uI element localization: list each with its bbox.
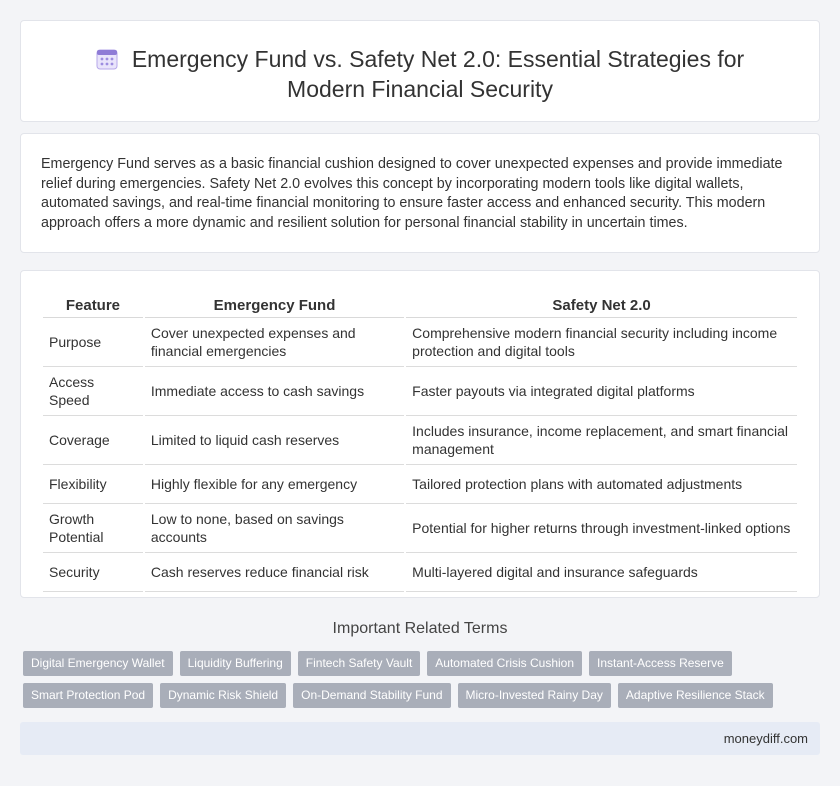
related-terms-title: Important Related Terms	[332, 620, 508, 637]
footer	[20, 722, 820, 755]
title-line-2: Modern Financial Security	[287, 76, 553, 102]
tag-adaptive-resilience-stack[interactable]: Adaptive Resilience Stack	[618, 683, 773, 708]
row-emergency-fund: Immediate access to cash savings	[145, 367, 404, 416]
row-feature: Security	[43, 553, 143, 592]
calendar-icon	[96, 48, 118, 70]
table-row	[43, 504, 797, 553]
table-row	[43, 553, 797, 592]
row-feature: Growth Potential	[43, 504, 143, 553]
table-row	[43, 416, 797, 465]
tag-smart-protection-pod[interactable]: Smart Protection Pod	[23, 683, 153, 708]
tag-on-demand-stability-fund[interactable]: On-Demand Stability Fund	[293, 683, 450, 708]
intro-card	[20, 133, 820, 253]
title-card	[20, 20, 820, 122]
tag-liquidity-buffering[interactable]: Liquidity Buffering	[180, 651, 291, 676]
row-safety-net: Multi-layered digital and insurance safeguards	[406, 553, 797, 592]
row-safety-net: Faster payouts via integrated digital platforms	[406, 367, 797, 416]
row-safety-net: Includes insurance, income replacement, and smart financial management	[406, 416, 797, 465]
tag-automated-crisis-cushion[interactable]: Automated Crisis Cushion	[427, 651, 582, 676]
row-feature: Flexibility	[43, 465, 143, 504]
header-feature: Feature	[43, 293, 143, 318]
tag-instant-access-reserve[interactable]: Instant-Access Reserve	[589, 651, 732, 676]
tag-micro-invested-rainy-day[interactable]: Micro-Invested Rainy Day	[458, 683, 611, 708]
tag-digital-emergency-wallet[interactable]: Digital Emergency Wallet	[23, 651, 173, 676]
row-feature: Purpose	[43, 318, 143, 367]
related-terms-tags	[23, 651, 823, 715]
tag-row-2	[23, 683, 823, 708]
header-emergency-fund: Emergency Fund	[145, 293, 404, 318]
row-safety-net: Tailored protection plans with automated adjustments	[406, 465, 797, 504]
table-header-row	[43, 293, 797, 318]
row-emergency-fund: Highly flexible for any emergency	[145, 465, 404, 504]
footer-site[interactable]: moneydiff.com	[723, 731, 808, 746]
table-row	[43, 465, 797, 504]
tag-dynamic-risk-shield[interactable]: Dynamic Risk Shield	[160, 683, 286, 708]
row-feature: Coverage	[43, 416, 143, 465]
tag-row-1	[23, 651, 823, 676]
comparison-table	[41, 293, 799, 592]
table-row	[43, 318, 797, 367]
row-emergency-fund: Cover unexpected expenses and financial emergencies	[145, 318, 404, 367]
row-feature: Access Speed	[43, 367, 143, 416]
row-safety-net: Comprehensive modern financial security including income protection and digital tools	[406, 318, 797, 367]
title-line-1: Emergency Fund vs. Safety Net 2.0: Essential Strategies for	[131, 46, 745, 72]
row-emergency-fund: Cash reserves reduce financial risk	[145, 553, 404, 592]
row-emergency-fund: Low to none, based on savings accounts	[145, 504, 404, 553]
comparison-card	[20, 270, 820, 598]
page-title	[21, 44, 819, 104]
row-emergency-fund: Limited to liquid cash reserves	[145, 416, 404, 465]
header-safety-net: Safety Net 2.0	[406, 293, 797, 318]
tag-fintech-safety-vault[interactable]: Fintech Safety Vault	[298, 651, 421, 676]
intro-paragraph: Emergency Fund serves as a basic financial cushion designed to cover unexpected expenses and provide immediate relief during emergencies. Safety Net 2.0 evolves this concept by incorporating modern tools like digital wallets, automated savings, and real-time financial monitoring to ensure faster access and enhanced security. This modern approach offers a more dynamic and resilient solution for personal financial stability in uncertain times.	[41, 156, 783, 231]
table-row	[43, 367, 797, 416]
row-safety-net: Potential for higher returns through investment-linked options	[406, 504, 797, 553]
